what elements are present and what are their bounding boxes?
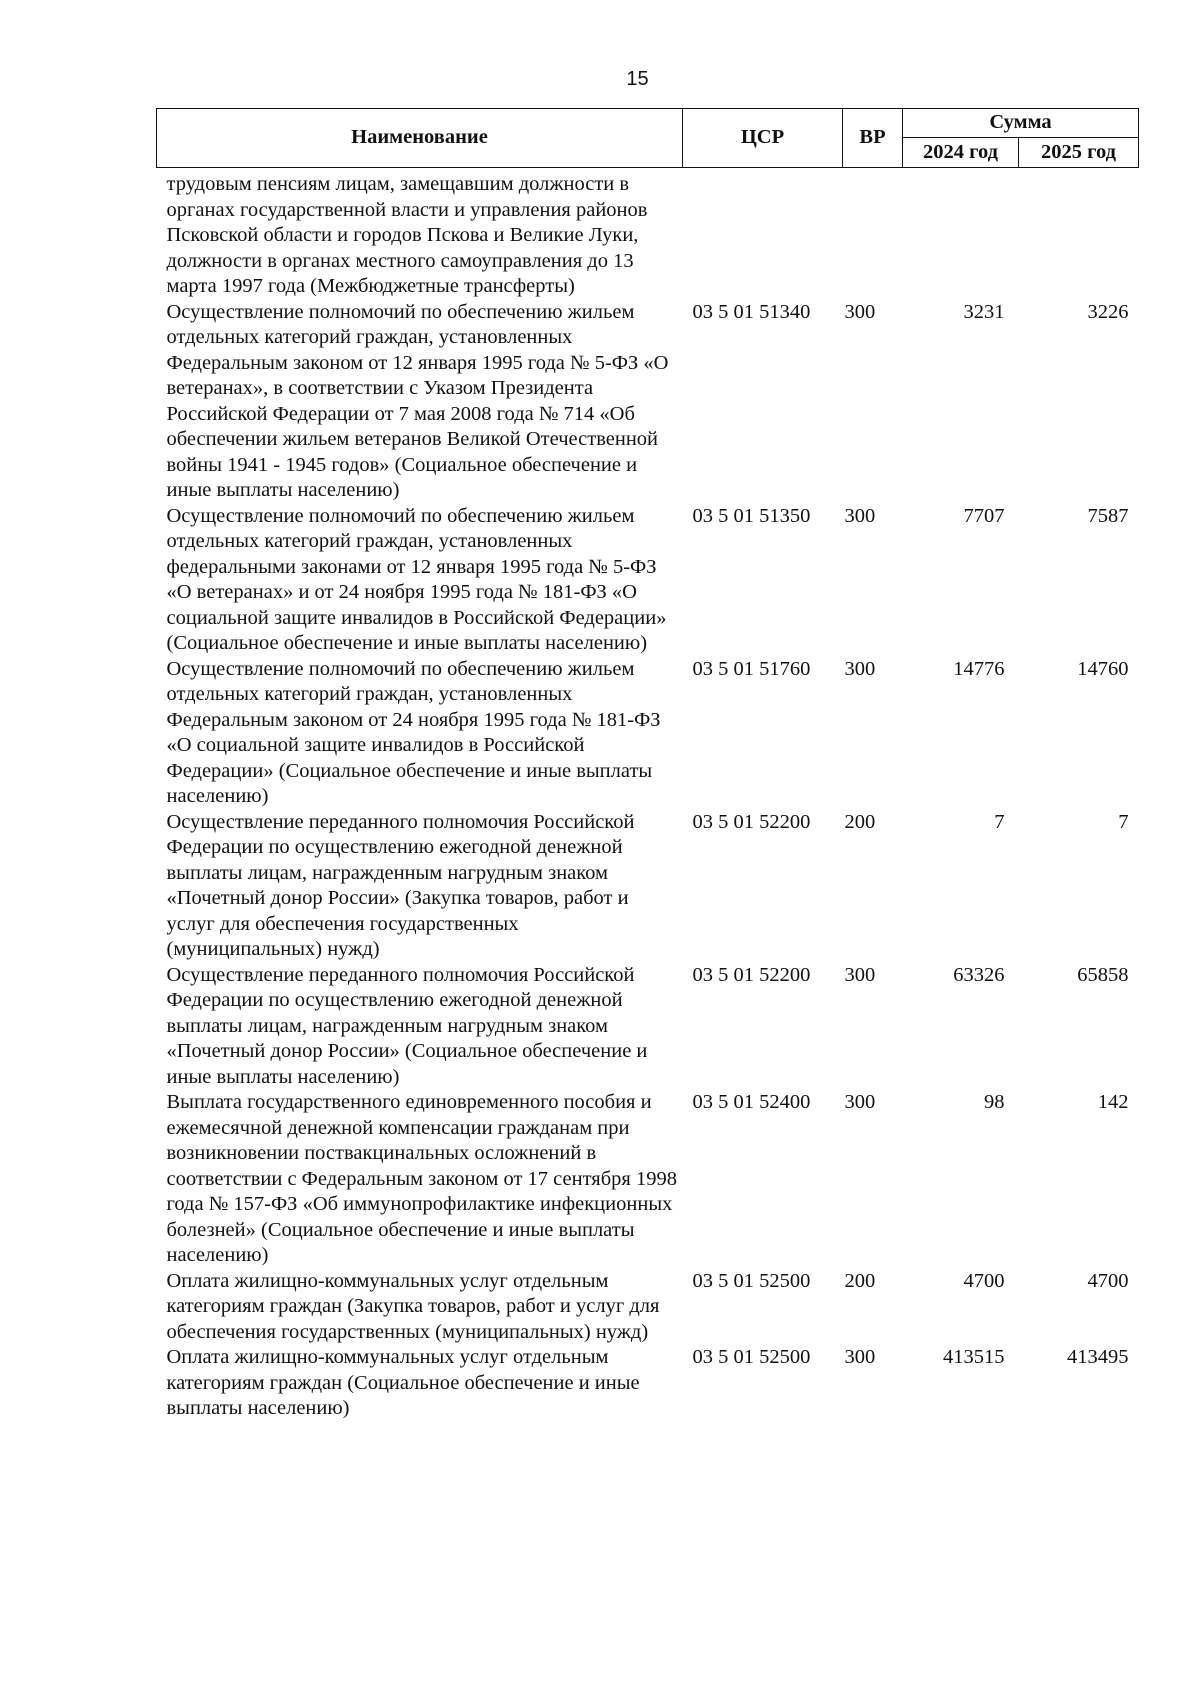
header-csr: ЦСР: [683, 109, 843, 168]
row-sum-2025: [1019, 168, 1139, 300]
row-vr: 200: [844, 1269, 876, 1292]
row-vr: 300: [844, 1091, 876, 1113]
row-csr: 03 5 01 51350: [692, 504, 811, 527]
header-year-2024: 2024 год: [903, 137, 1019, 167]
table-header: [157, 109, 1139, 168]
row-sum-2024: 7707: [963, 504, 1005, 527]
header-sum: Сумма: [903, 109, 1139, 138]
table-row: [157, 657, 1139, 810]
row-sum-2025: 7: [1118, 810, 1129, 833]
row-sum-2024: 413515: [943, 1346, 1005, 1368]
row-csr: 03 5 01 52500: [692, 1346, 811, 1368]
row-name: трудовым пенсиям лицам, замещавшим должности в органах государственной власти и управления районов Псковской области и городов Пскова и Великие Луки, должности в органах местного самоуправления до 13 марта 1997 года (Межбюджетные трансферты): [166, 173, 648, 297]
row-vr: 300: [844, 1346, 876, 1368]
row-vr: 300: [844, 963, 876, 986]
table-row: [157, 963, 1139, 1091]
table-row: [157, 300, 1139, 504]
row-sum-2025: 4700: [1087, 1269, 1129, 1292]
row-name: Осуществление переданного полномочия Российской Федерации по осуществлению ежегодной денежной выплаты лицам, награжденным нагрудным знаком «Почетный донор России» (Закупка товаров, работ и услуг для обеспечения государственных (муниципальных) нужд): [166, 810, 635, 960]
row-sum-2024: 4700: [963, 1269, 1005, 1292]
row-name: Осуществление полномочий по обеспечению жильем отдельных категорий граждан, установленных Федеральным законом от 24 ноября 1995 года № 181-ФЗ «О социальной защите инвалидов в Российской Федерации» (Социальное обеспечение и иные выплаты населению): [166, 657, 661, 807]
row-vr: 200: [844, 810, 876, 833]
row-sum-2025: 3226: [1087, 300, 1129, 323]
row-name: Оплата жилищно-коммунальных услуг отдельным категориям граждан (Социальное обеспечение и иные выплаты населению): [166, 1346, 640, 1419]
row-sum-2024: 14776: [953, 657, 1005, 680]
table-row: [157, 504, 1139, 657]
table-row: [157, 1090, 1139, 1269]
row-sum-2024: 3231: [963, 300, 1005, 323]
row-sum-2025: 7587: [1087, 504, 1129, 527]
table-row: [157, 1345, 1139, 1422]
row-csr: 03 5 01 51760: [692, 657, 811, 680]
budget-table: [156, 108, 1139, 1422]
row-name: Осуществление полномочий по обеспечению жильем отдельных категорий граждан, установленных Федеральным законом от 12 января 1995 года № 5-ФЗ «О ветеранах», в соответствии с Указом Президента Российской Федерации от 7 мая 2008 года № 714 «Об обеспечении жильем ветеранов Великой Отечественной войны 1941 - 1945 годов» (Социальное обеспечение и иные выплаты населению): [166, 300, 669, 501]
row-sum-2024: [903, 168, 1019, 300]
row-vr: 300: [844, 300, 876, 323]
table-row: [157, 168, 1139, 300]
row-name: Осуществление полномочий по обеспечению жильем отдельных категорий граждан, установленных федеральными законами от 12 января 1995 года № 5-ФЗ «О ветеранах» и от 24 ноября 1995 года № 181-ФЗ «О социальной защите инвалидов в Российской Федерации» (Социальное обеспечение и иные выплаты населению): [166, 504, 667, 654]
header-name: Наименование: [157, 109, 683, 168]
header-vr: ВР: [843, 109, 903, 168]
row-sum-2024: 63326: [953, 963, 1005, 986]
row-name: Осуществление переданного полномочия Российской Федерации по осуществлению ежегодной денежной выплаты лицам, награжденным нагрудным знаком «Почетный донор России» (Социальное обеспечение и иные выплаты населению): [166, 963, 648, 1088]
row-csr: 03 5 01 52200: [692, 810, 811, 833]
row-vr: 300: [844, 657, 876, 680]
row-sum-2025: 14760: [1077, 657, 1129, 680]
row-csr: 03 5 01 52200: [692, 963, 811, 986]
row-vr: [843, 168, 903, 300]
header-year-2025: 2025 год: [1019, 137, 1139, 167]
table-row: [157, 1269, 1139, 1346]
row-sum-2025: 413495: [1067, 1346, 1129, 1368]
row-sum-2025: 142: [1097, 1091, 1129, 1113]
row-name: Оплата жилищно-коммунальных услуг отдельным категориям граждан (Закупка товаров, работ и услуг для обеспечения государственных (муниципальных) нужд): [166, 1269, 660, 1343]
row-sum-2025: 65858: [1077, 963, 1129, 986]
row-sum-2024: 7: [994, 810, 1005, 833]
row-csr: 03 5 01 52500: [692, 1269, 811, 1292]
page-number: 15: [626, 68, 649, 90]
row-vr: 300: [844, 504, 876, 527]
table-row: [157, 810, 1139, 963]
row-csr: 03 5 01 52400: [692, 1091, 811, 1113]
table-body: [157, 168, 1139, 1422]
row-csr: [683, 168, 843, 300]
row-sum-2024: 98: [984, 1091, 1005, 1113]
row-csr: 03 5 01 51340: [692, 300, 811, 323]
budget-table-container: [156, 108, 1138, 1422]
row-name: Выплата государственного единовременного пособия и ежемесячной денежной компенсации гражданам при возникновении поствакцинальных осложнений в соответствии с Федеральным законом от 17 сентября 1998 года № 157-ФЗ «Об иммунопрофилактике инфекционных болезней» (Социальное обеспечение и иные выплаты населению): [166, 1091, 677, 1266]
